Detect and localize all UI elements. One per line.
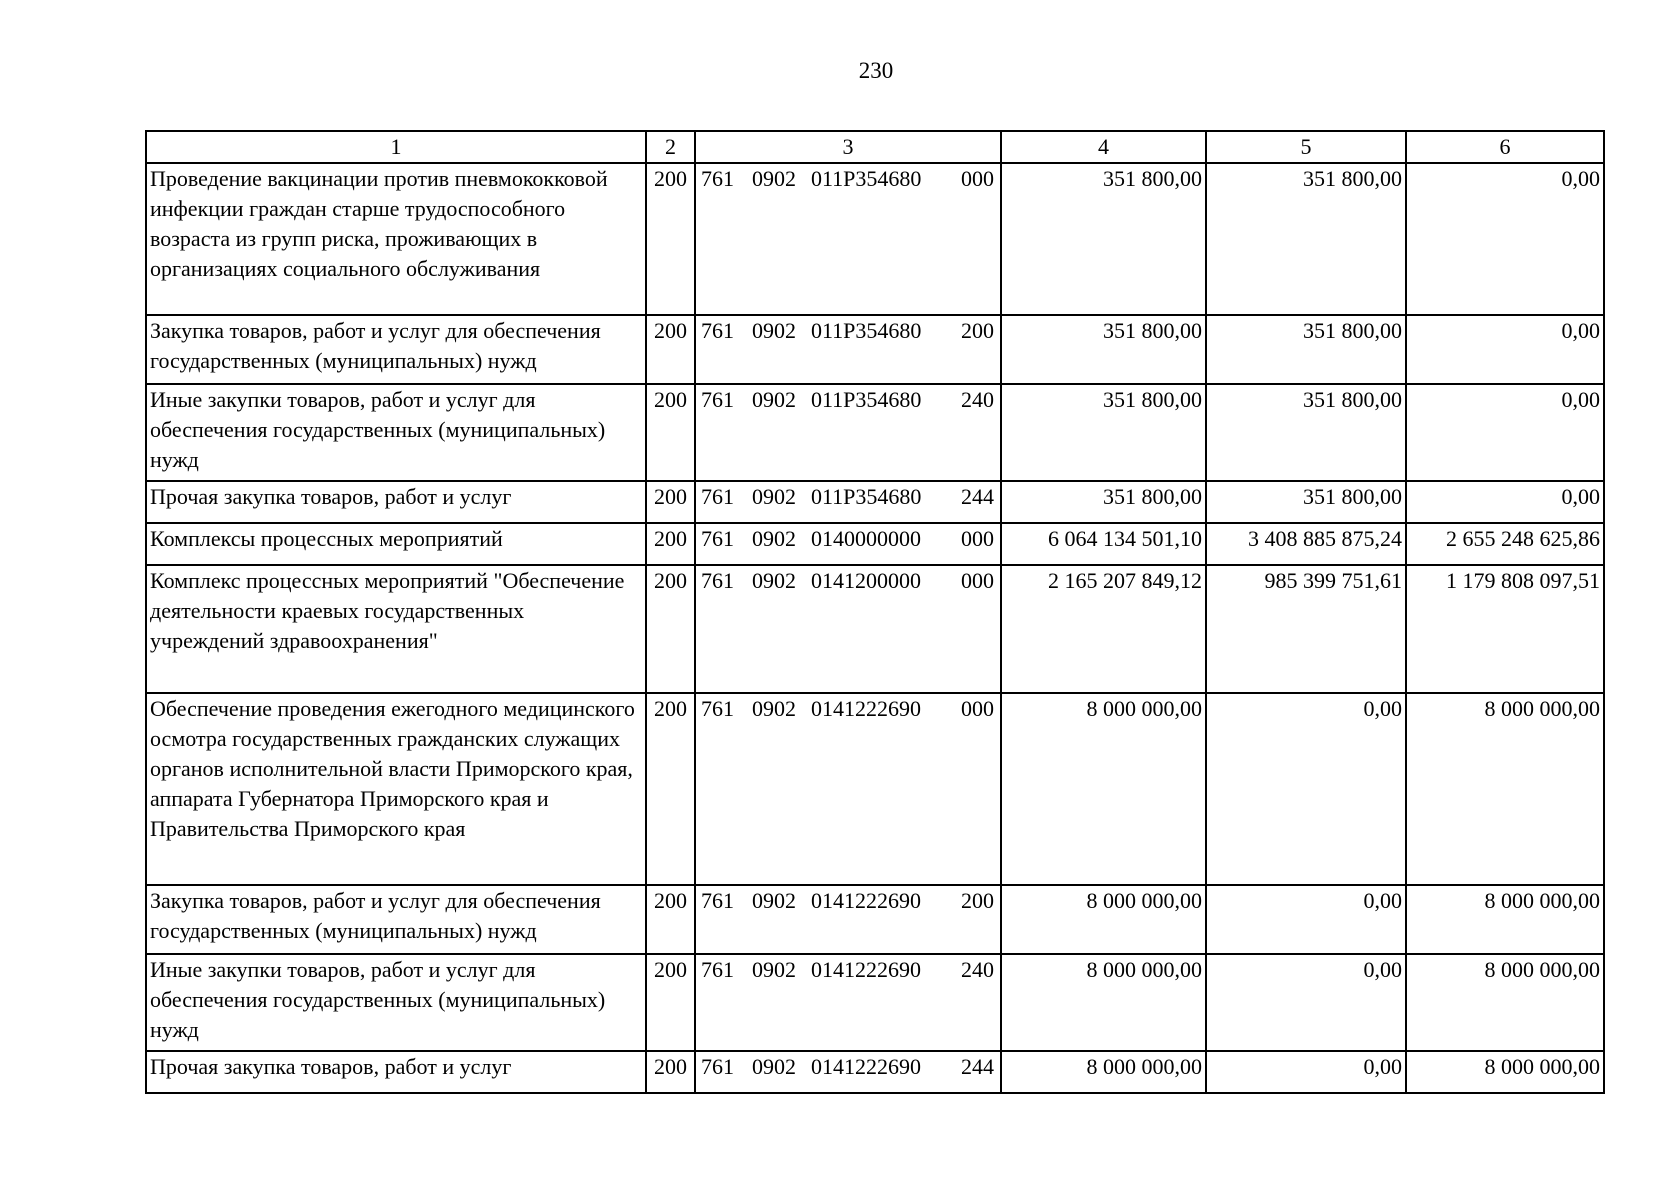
target-code: 0141222690 xyxy=(811,888,921,913)
section-code: 0902 xyxy=(752,696,796,721)
expense-kind-code: 000 xyxy=(961,696,994,721)
classification-codes xyxy=(696,164,1000,194)
column-number-5: 5 xyxy=(1206,131,1406,163)
expense-kind-code: 244 xyxy=(961,484,994,509)
classification-codes xyxy=(696,316,1000,346)
row-amount-col6: 8 000 000,00 xyxy=(1406,885,1604,954)
row-amount-col6: 0,00 xyxy=(1406,315,1604,384)
classification-codes xyxy=(696,886,1000,916)
expense-kind-code: 200 xyxy=(961,318,994,343)
row-code: 200 xyxy=(646,954,695,1051)
target-code: 011P354680 xyxy=(811,318,922,343)
row-amount-col6: 1 179 808 097,51 xyxy=(1406,565,1604,693)
row-name: Прочая закупка товаров, работ и услуг xyxy=(146,1051,646,1093)
ministry-code: 761 xyxy=(701,568,734,593)
row-amount-col4: 351 800,00 xyxy=(1001,315,1206,384)
row-classification xyxy=(695,523,1001,565)
row-amount-col5: 351 800,00 xyxy=(1206,384,1406,481)
row-amount-col5: 351 800,00 xyxy=(1206,315,1406,384)
row-code: 200 xyxy=(646,384,695,481)
row-classification xyxy=(695,565,1001,693)
row-classification xyxy=(695,954,1001,1051)
row-amount-col4: 8 000 000,00 xyxy=(1001,885,1206,954)
expense-kind-code: 000 xyxy=(961,568,994,593)
budget-table-body xyxy=(146,131,1604,1093)
section-code: 0902 xyxy=(752,318,796,343)
target-code: 0141200000 xyxy=(811,568,921,593)
row-classification xyxy=(695,163,1001,315)
row-amount-col6: 2 655 248 625,86 xyxy=(1406,523,1604,565)
row-amount-col5: 351 800,00 xyxy=(1206,163,1406,315)
row-amount-col5: 985 399 751,61 xyxy=(1206,565,1406,693)
row-amount-col4: 2 165 207 849,12 xyxy=(1001,565,1206,693)
row-amount-col4: 8 000 000,00 xyxy=(1001,1051,1206,1093)
section-code: 0902 xyxy=(752,526,796,551)
row-code: 200 xyxy=(646,885,695,954)
table-row xyxy=(146,163,1604,315)
section-code: 0902 xyxy=(752,957,796,982)
row-code: 200 xyxy=(646,565,695,693)
row-name: Иные закупки товаров, работ и услуг для обеспечения государственных (муниципальных) нужд xyxy=(146,954,646,1051)
row-amount-col4: 6 064 134 501,10 xyxy=(1001,523,1206,565)
row-amount-col4: 351 800,00 xyxy=(1001,481,1206,523)
row-amount-col6: 8 000 000,00 xyxy=(1406,954,1604,1051)
expense-kind-code: 244 xyxy=(961,1054,994,1079)
table-row xyxy=(146,523,1604,565)
table-row xyxy=(146,315,1604,384)
target-code: 0141222690 xyxy=(811,957,921,982)
expense-kind-code: 200 xyxy=(961,888,994,913)
row-amount-col6: 0,00 xyxy=(1406,481,1604,523)
row-classification xyxy=(695,885,1001,954)
target-code: 0141222690 xyxy=(811,1054,921,1079)
row-code: 200 xyxy=(646,315,695,384)
classification-codes xyxy=(696,482,1000,512)
column-number-6: 6 xyxy=(1406,131,1604,163)
column-number-1: 1 xyxy=(146,131,646,163)
table-row xyxy=(146,384,1604,481)
row-amount-col4: 8 000 000,00 xyxy=(1001,693,1206,885)
ministry-code: 761 xyxy=(701,696,734,721)
target-code: 011P354680 xyxy=(811,387,922,412)
ministry-code: 761 xyxy=(701,526,734,551)
ministry-code: 761 xyxy=(701,484,734,509)
table-row xyxy=(146,1051,1604,1093)
row-amount-col4: 351 800,00 xyxy=(1001,163,1206,315)
row-name: Закупка товаров, работ и услуг для обеспечения государственных (муниципальных) нужд xyxy=(146,885,646,954)
budget-table xyxy=(145,130,1605,1094)
expense-kind-code: 240 xyxy=(961,387,994,412)
ministry-code: 761 xyxy=(701,387,734,412)
table-row xyxy=(146,481,1604,523)
section-code: 0902 xyxy=(752,568,796,593)
target-code: 0140000000 xyxy=(811,526,921,551)
row-amount-col6: 8 000 000,00 xyxy=(1406,1051,1604,1093)
table-row xyxy=(146,693,1604,885)
section-code: 0902 xyxy=(752,1054,796,1079)
row-amount-col5: 0,00 xyxy=(1206,1051,1406,1093)
table-row xyxy=(146,885,1604,954)
target-code: 011P354680 xyxy=(811,166,922,191)
row-name: Обеспечение проведения ежегодного медицинского осмотра государственных гражданских служащих органов исполнительной власти Приморского края, аппарата Губернатора Приморского края и Правительства Приморского края xyxy=(146,693,646,885)
page-number: 230 xyxy=(858,58,894,83)
row-name: Закупка товаров, работ и услуг для обеспечения государственных (муниципальных) нужд xyxy=(146,315,646,384)
ministry-code: 761 xyxy=(701,166,734,191)
section-code: 0902 xyxy=(752,387,796,412)
expense-kind-code: 240 xyxy=(961,957,994,982)
expense-kind-code: 000 xyxy=(961,166,994,191)
row-code: 200 xyxy=(646,481,695,523)
row-name: Иные закупки товаров, работ и услуг для обеспечения государственных (муниципальных) нужд xyxy=(146,384,646,481)
ministry-code: 761 xyxy=(701,888,734,913)
classification-codes xyxy=(696,385,1000,415)
row-amount-col4: 8 000 000,00 xyxy=(1001,954,1206,1051)
row-amount-col6: 8 000 000,00 xyxy=(1406,693,1604,885)
row-classification xyxy=(695,315,1001,384)
row-classification xyxy=(695,384,1001,481)
table-row xyxy=(146,565,1604,693)
row-amount-col5: 0,00 xyxy=(1206,885,1406,954)
row-amount-col5: 351 800,00 xyxy=(1206,481,1406,523)
row-classification xyxy=(695,481,1001,523)
row-code: 200 xyxy=(646,163,695,315)
expense-kind-code: 000 xyxy=(961,526,994,551)
row-amount-col5: 0,00 xyxy=(1206,954,1406,1051)
target-code: 0141222690 xyxy=(811,696,921,721)
ministry-code: 761 xyxy=(701,318,734,343)
ministry-code: 761 xyxy=(701,1054,734,1079)
row-classification xyxy=(695,1051,1001,1093)
column-number-row xyxy=(146,131,1604,163)
row-amount-col6: 0,00 xyxy=(1406,163,1604,315)
row-name: Проведение вакцинации против пневмококковой инфекции граждан старше трудоспособного возраста из групп риска, проживающих в организациях социального обслуживания xyxy=(146,163,646,315)
classification-codes xyxy=(696,524,1000,554)
row-code: 200 xyxy=(646,1051,695,1093)
target-code: 011P354680 xyxy=(811,484,922,509)
section-code: 0902 xyxy=(752,166,796,191)
table-row xyxy=(146,954,1604,1051)
classification-codes xyxy=(696,566,1000,596)
row-code: 200 xyxy=(646,523,695,565)
classification-codes xyxy=(696,694,1000,724)
row-name: Комплексы процессных мероприятий xyxy=(146,523,646,565)
column-number-4: 4 xyxy=(1001,131,1206,163)
classification-codes xyxy=(696,955,1000,985)
column-number-3: 3 xyxy=(695,131,1001,163)
classification-codes xyxy=(696,1052,1000,1082)
row-name: Прочая закупка товаров, работ и услуг xyxy=(146,481,646,523)
row-code: 200 xyxy=(646,693,695,885)
row-classification xyxy=(695,693,1001,885)
row-name: Комплекс процессных мероприятий "Обеспечение деятельности краевых государственных учреждений здравоохранения" xyxy=(146,565,646,693)
column-number-2: 2 xyxy=(646,131,695,163)
row-amount-col5: 0,00 xyxy=(1206,693,1406,885)
row-amount-col5: 3 408 885 875,24 xyxy=(1206,523,1406,565)
ministry-code: 761 xyxy=(701,957,734,982)
section-code: 0902 xyxy=(752,888,796,913)
section-code: 0902 xyxy=(752,484,796,509)
row-amount-col6: 0,00 xyxy=(1406,384,1604,481)
row-amount-col4: 351 800,00 xyxy=(1001,384,1206,481)
